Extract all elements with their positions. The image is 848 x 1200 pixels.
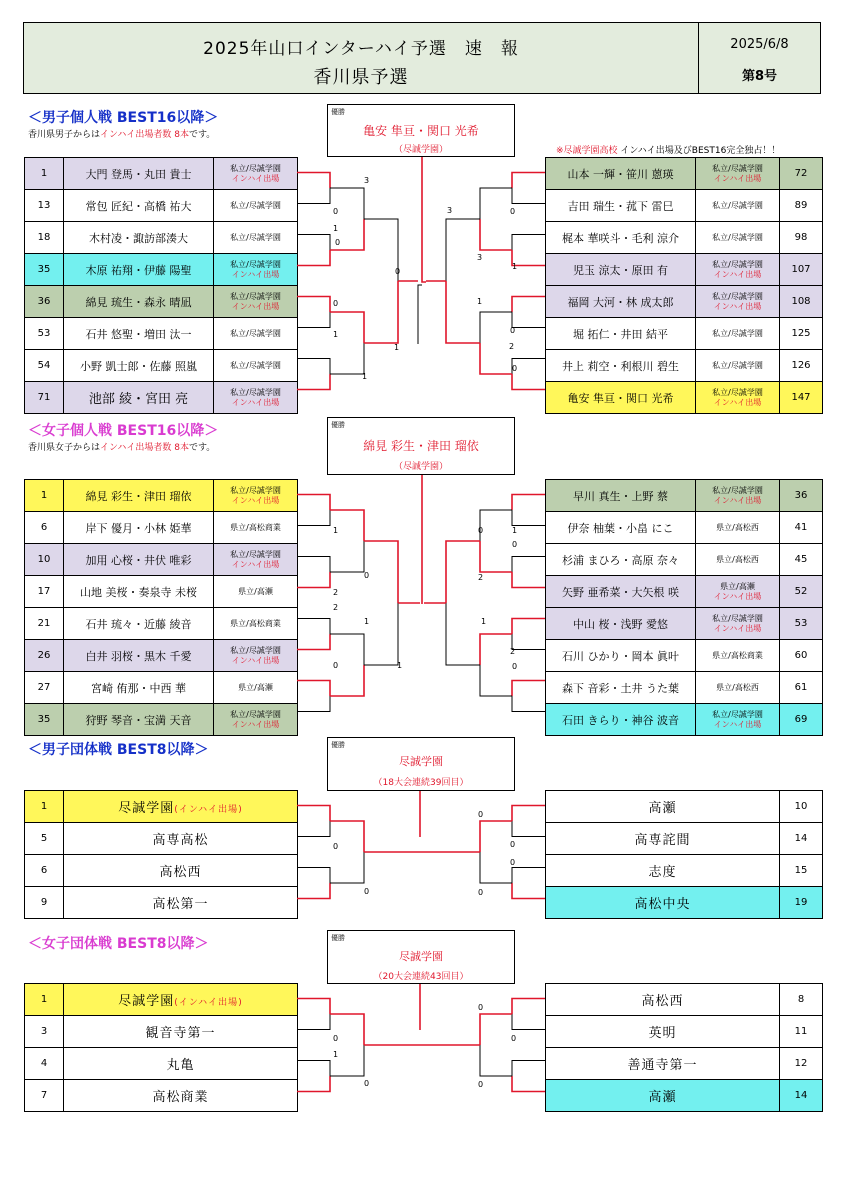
seed-number: 54 [25,350,64,382]
bracket-winner-line [297,173,330,189]
seed-number: 9 [25,887,64,919]
team-name: 高専高松 [152,833,209,848]
pair-name: 福岡 大河・林 成太郎 [546,286,696,318]
pair-name: 加用 心桜・井伏 唯彩 [64,544,214,576]
seed-number: 18 [25,222,64,254]
pair-name: 井上 莉空・利根川 碧生 [546,350,696,382]
page-subtitle: 香川県予選 [313,67,409,88]
match-score: 0 [512,540,518,549]
inhai-label: インハイ出場 [231,173,280,183]
bracket-line [330,852,364,883]
match-score: 0 [333,842,339,851]
bracket-line [512,696,545,712]
inhai-label: インハイ出場 [231,719,280,729]
seed-number: 8 [780,984,823,1016]
winner-label: 優勝 [331,421,345,429]
seed-number: 108 [780,286,823,318]
pair-name: 森下 音彩・土井 うた葉 [546,672,696,704]
match-score: 2 [509,342,515,351]
bracket-line [297,1014,330,1030]
team-name: 高専詫間 [634,833,691,848]
match-score: 2 [333,588,339,597]
pair-name: 石井 琉々・近藤 綾音 [64,608,214,640]
match-score: 0 [510,858,516,867]
bracket-line [480,312,512,343]
seed-number: 21 [25,608,64,640]
match-score: 0 [478,1003,484,1012]
school-name: 私立/尽誠学園 [712,232,763,242]
match-score: 1 [394,343,400,352]
pair-name: 白井 羽桜・黒木 千愛 [64,640,214,672]
bracket-line [297,557,330,573]
seed-number: 69 [780,704,823,736]
seed-number: 72 [780,158,823,190]
match-score: 0 [478,526,484,535]
bracket-winner-line [480,634,512,665]
school-name: 私立/尽誠学園 [230,549,281,559]
note-text: 香川県女子からは [28,443,101,453]
note-text: です。 [188,130,216,140]
school-name: 私立/尽誠学園 [712,259,763,269]
winner-name: 綿見 彩生・津田 瑠依 [363,439,479,453]
winner-label: 優勝 [331,741,345,749]
match-score: 0 [364,887,370,896]
winner-name: 尽誠学園 [399,950,443,963]
bracket-line [297,821,330,837]
school-name: 私立/尽誠学園 [712,291,763,301]
pair-name: 山本 一輝・笹川 蒽瑛 [546,158,696,190]
match-score: 0 [510,207,516,216]
inhai-label: インハイ出場 [231,559,280,569]
school-name: 県立/高瀬 [238,682,273,692]
match-score: 0 [333,207,339,216]
school-name: 県立/高松商業 [230,522,281,532]
team-name: 英明 [648,1026,677,1041]
inhai-label: インハイ出場 [231,655,280,665]
boys-individual-title: ＜男子個人戦 BEST16以降＞ [28,110,219,126]
note-text: 香川県男子からは [28,130,101,140]
match-score: 0 [510,840,516,849]
team-name: 高瀬 [648,1090,677,1105]
school-name: 私立/尽誠学園 [712,163,763,173]
girls-team-title: ＜女子団体戦 BEST8以降＞ [28,936,209,952]
bracket-winner-line [512,495,545,511]
school-name: 私立/尽誠学園 [230,645,281,655]
match-score: 0 [364,1079,370,1088]
seed-number: 1 [25,791,64,823]
team-name: 丸亀 [166,1058,195,1073]
seed-number: 5 [25,823,64,855]
seed-number: 4 [25,1048,64,1080]
match-score: 0 [512,662,518,671]
team-name: 志度 [648,865,677,880]
pair-name: 亀安 隼亘・関口 光希 [546,382,696,414]
seed-number: 147 [780,382,823,414]
team-name: 高松第一 [152,897,209,912]
issue-date: 2025/6/8 [730,37,789,52]
seed-number: 10 [25,544,64,576]
match-score: 1 [333,1050,339,1059]
note-text: です。 [188,443,216,453]
winner-note: （20大会連続43回目） [373,972,469,982]
school-name: 県立/高松商業 [230,618,281,628]
seed-number: 52 [780,576,823,608]
school-name: 私立/尽誠学園 [712,485,763,495]
note-highlight: ※尽誠学園高校 [556,146,618,156]
bracket-winner-line [422,157,426,282]
inhai-label: インハイ出場 [713,269,762,279]
seed-number: 27 [25,672,64,704]
pair-name: 杉浦 まひろ・高原 奈々 [546,544,696,576]
pair-name: 吉田 瑞生・菰下 雷巳 [546,190,696,222]
seed-number: 12 [780,1048,823,1080]
school-name: 私立/尽誠学園 [230,709,281,719]
school-name: 私立/尽誠学園 [230,200,281,210]
bracket-line [330,343,364,374]
seed-number: 60 [780,640,823,672]
bracket-line [446,603,480,665]
bracket-line [512,1014,545,1030]
match-score: 0 [478,888,484,897]
pair-name: 岸下 優月・小林 姫華 [64,512,214,544]
bracket-winner-line [446,281,483,343]
match-score: 0 [511,1034,517,1043]
bracket-winner-line [512,681,545,697]
bracket-line [297,188,330,204]
seed-number: 6 [25,855,64,887]
bracket-line [297,359,330,375]
school-name: 私立/尽誠学園 [230,163,281,173]
bracket-line [512,1061,545,1077]
pair-name: 狩野 琴音・宝満 天音 [64,704,214,736]
inhai-label: インハイ出場 [713,397,762,407]
match-score: 0 [333,661,339,670]
bracket-line [297,619,330,635]
school-name: 私立/尽誠学園 [712,613,763,623]
bracket-line [480,852,512,883]
seed-number: 14 [780,823,823,855]
issue-number: 第8号 [741,69,778,84]
seed-number: 98 [780,222,823,254]
bracket-winner-line [480,342,515,374]
team-name: 善通寺第一 [627,1058,698,1073]
match-score: 1 [364,617,370,626]
bracket-winner-line [297,999,330,1015]
inhai-label: インハイ出場 [231,269,280,279]
seed-number: 19 [780,887,823,919]
match-score: 1 [397,661,403,670]
bracket-line [446,219,483,281]
pair-name: 池部 綾・宮田 亮 [64,382,214,414]
bracket-line [512,312,545,328]
school-name: 県立/高松西 [716,554,759,564]
seed-number: 17 [25,576,64,608]
seed-number: 53 [780,608,823,640]
match-score: 0 [512,364,518,373]
pair-name: 木村凌・諏訪部湊大 [64,222,214,254]
seed-number: 13 [25,190,64,222]
bracket-winner-line [480,541,512,572]
match-score: 0 [333,299,339,308]
school-name: 私立/尽誠学園 [712,200,763,210]
team-name: 高松西 [159,865,202,880]
inhai-label: インハイ出場 [713,623,762,633]
pair-name: 綿見 彩生・津田 瑠依 [64,480,214,512]
bracket-winner-line [297,495,330,511]
seed-number: 45 [780,544,823,576]
inhai-label: インハイ出場 [713,719,762,729]
pair-name: 小野 凱士郎・佐藤 照嵐 [64,350,214,382]
match-score: 0 [333,1034,339,1043]
school-name: 私立/尽誠学園 [230,232,281,242]
winner-school: （尽誠学園） [393,462,448,472]
note-text: インハイ出場及びBEST16完全独占！！ [620,146,781,156]
bracket-winner-line [297,883,330,899]
match-score: 2 [510,647,516,656]
school-name: 県立/高瀬 [238,586,273,596]
match-score: 1 [333,526,339,535]
inhai-label: インハイ出場 [231,397,280,407]
school-name: 私立/尽誠学園 [230,485,281,495]
seed-number: 36 [25,286,64,318]
inhai-label: (インハイ出場) [174,805,243,815]
bracket-winner-line [446,541,480,603]
team-name: 高松西 [641,994,684,1009]
note-highlight: インハイ出場者数 8本 [100,443,189,453]
seed-number: 53 [25,318,64,350]
bracket-line [364,219,401,281]
pair-name: 常包 匠紀・高橋 祐大 [64,190,214,222]
match-score: 1 [477,297,483,306]
team-name: 高松中央 [634,897,691,912]
winner-school: （尽誠学園） [393,145,448,155]
seed-number: 71 [25,382,64,414]
bracket-line [512,634,545,650]
bracket-winner-line [480,219,512,250]
match-score: 1 [512,262,518,271]
match-score: 1 [333,330,339,339]
bracket-line [297,510,330,526]
winner-name: 亀安 隼亘・関口 光希 [363,124,479,138]
match-score: 3 [477,253,483,262]
bracket-winner-line [297,1076,330,1092]
bracket-winner-line [364,281,398,343]
match-score: 0 [478,1080,484,1089]
match-score: 1 [333,224,339,233]
pair-name: 堀 拓仁・井田 結平 [546,318,696,350]
page-title: 2025年山口インターハイ予選 速 報 [203,39,519,59]
seed-number: 1 [25,158,64,190]
winner-label: 優勝 [331,934,345,942]
team-name: 尽誠学園 [118,801,175,816]
bracket-winner-line [297,681,330,697]
bracket-winner-line [512,619,545,635]
bracket-winner-line [512,883,545,899]
pair-name: 綿見 琉生・森永 晴凪 [64,286,214,318]
bracket-line [297,235,330,251]
bracket-winner-line [297,806,330,822]
school-name: 私立/尽誠学園 [712,360,763,370]
match-score: 2 [333,603,339,612]
bracket-winner-line [512,374,545,390]
inhai-label: インハイ出場 [231,495,280,505]
team-name: 高瀬 [648,801,677,816]
winner-note: （18大会連続39回目） [373,778,469,788]
bracket-winner-line [297,250,330,266]
bracket-winner-line [512,1076,545,1092]
bracket-line [512,235,545,251]
bracket-winner-line [297,374,330,390]
bracket-line [297,696,330,712]
girls-individual-title: ＜女子個人戦 BEST16以降＞ [28,423,219,439]
match-score: 0 [510,326,516,335]
bracket-line [512,510,545,526]
pair-name: 山地 美桜・奏泉寺 未桜 [64,576,214,608]
seed-number: 35 [25,704,64,736]
bracket-line [480,188,512,219]
seed-number: 6 [25,512,64,544]
seed-number: 89 [780,190,823,222]
seed-number: 7 [25,1080,64,1112]
pair-name: 矢野 亜希菜・大矢根 咲 [546,576,696,608]
seed-number: 15 [780,855,823,887]
seed-number: 125 [780,318,823,350]
pair-name: 石井 悠聖・増田 汰一 [64,318,214,350]
school-name: 県立/高瀬 [720,581,755,591]
match-score: 1 [362,372,368,381]
school-name: 私立/尽誠学園 [230,259,281,269]
pair-name: 石川 ひかり・岡本 眞叶 [546,640,696,672]
bracket-line [297,312,330,328]
bracket-winner-line [512,173,545,189]
bracket-line [480,510,512,541]
winner-name: 尽誠学園 [399,755,443,768]
match-score: 3 [447,206,453,215]
team-name: 高松商業 [152,1090,209,1105]
boys-team-title: ＜男子団体戦 BEST8以降＞ [28,742,209,758]
winner-label: 優勝 [331,108,345,116]
school-name: 私立/尽誠学園 [712,709,763,719]
bracket-winner-line [512,999,545,1015]
bracket-line [512,557,545,573]
bracket-winner-line [512,806,545,822]
inhai-label: インハイ出場 [713,173,762,183]
pair-name: 石田 きらり・神谷 波音 [546,704,696,736]
bracket-line [480,1045,512,1076]
school-name: 私立/尽誠学園 [230,360,281,370]
seed-number: 14 [780,1080,823,1112]
seed-number: 126 [780,350,823,382]
school-name: 県立/高松西 [716,522,759,532]
school-name: 県立/高松西 [716,682,759,692]
match-score: 2 [478,573,484,582]
seed-number: 36 [780,480,823,512]
bracket-winner-line [297,634,330,650]
inhai-label: (インハイ出場) [174,998,243,1008]
seed-number: 11 [780,1016,823,1048]
seed-number: 10 [780,791,823,823]
seed-number: 1 [25,984,64,1016]
pair-name: 梶本 華咲斗・毛利 涼介 [546,222,696,254]
bracket-line [418,285,422,344]
pair-name: 伊奈 柚葉・小畠 にこ [546,512,696,544]
bracket-winner-line [480,1014,512,1045]
pair-name: 中山 桜・浅野 愛悠 [546,608,696,640]
seed-number: 3 [25,1016,64,1048]
pair-name: 宮崎 侑那・中西 華 [64,672,214,704]
team-name: 観音寺第一 [145,1026,216,1041]
school-name: 私立/尽誠学園 [230,291,281,301]
seed-number: 61 [780,672,823,704]
match-score: 3 [364,176,370,185]
match-score: 0 [478,810,484,819]
bracket-line [297,1061,330,1077]
pair-name: 早川 真生・上野 蔡 [546,480,696,512]
bracket-line [512,821,545,837]
inhai-label-text: インハイ出場 [178,998,239,1008]
pair-name: 木原 祐翔・伊藤 陽聖 [64,254,214,286]
inhai-label: インハイ出場 [713,301,762,311]
seed-number: 26 [25,640,64,672]
seed-number: 1 [25,480,64,512]
bracket-winner-line [512,297,545,313]
school-name: 私立/尽誠学園 [712,387,763,397]
bracket-line [512,188,545,204]
match-score: 1 [512,526,518,535]
school-name: 県立/高松商業 [712,650,763,660]
bracket-winner-line [512,572,545,588]
school-name: 私立/尽誠学園 [230,387,281,397]
bracket-winner-line [480,821,512,852]
match-score: 0 [395,267,401,276]
bracket-line [364,603,398,665]
match-score: 0 [364,571,370,580]
match-score: 0 [335,238,341,247]
note-highlight: インハイ出場者数 8本 [100,130,189,140]
seed-number: 35 [25,254,64,286]
bracket-line [480,665,512,696]
school-name: 私立/尽誠学園 [230,328,281,338]
bracket-line [297,868,330,884]
pair-name: 大門 登馬・丸田 貴士 [64,158,214,190]
inhai-label: インハイ出場 [713,495,762,505]
bracket-winner-line [364,541,398,603]
inhai-label: インハイ出場 [231,301,280,311]
team-name: 尽誠学園 [118,994,175,1009]
pair-name: 児玉 涼太・原田 有 [546,254,696,286]
bracket-winner-line [297,297,330,313]
bracket-line [330,541,364,572]
seed-number: 107 [780,254,823,286]
inhai-label: インハイ出場 [713,591,762,601]
bracket-line [512,868,545,884]
bracket-winner-line [297,572,330,588]
seed-number: 41 [780,512,823,544]
match-score: 1 [481,617,487,626]
school-name: 私立/尽誠学園 [712,328,763,338]
inhai-label-text: インハイ出場 [178,805,239,815]
